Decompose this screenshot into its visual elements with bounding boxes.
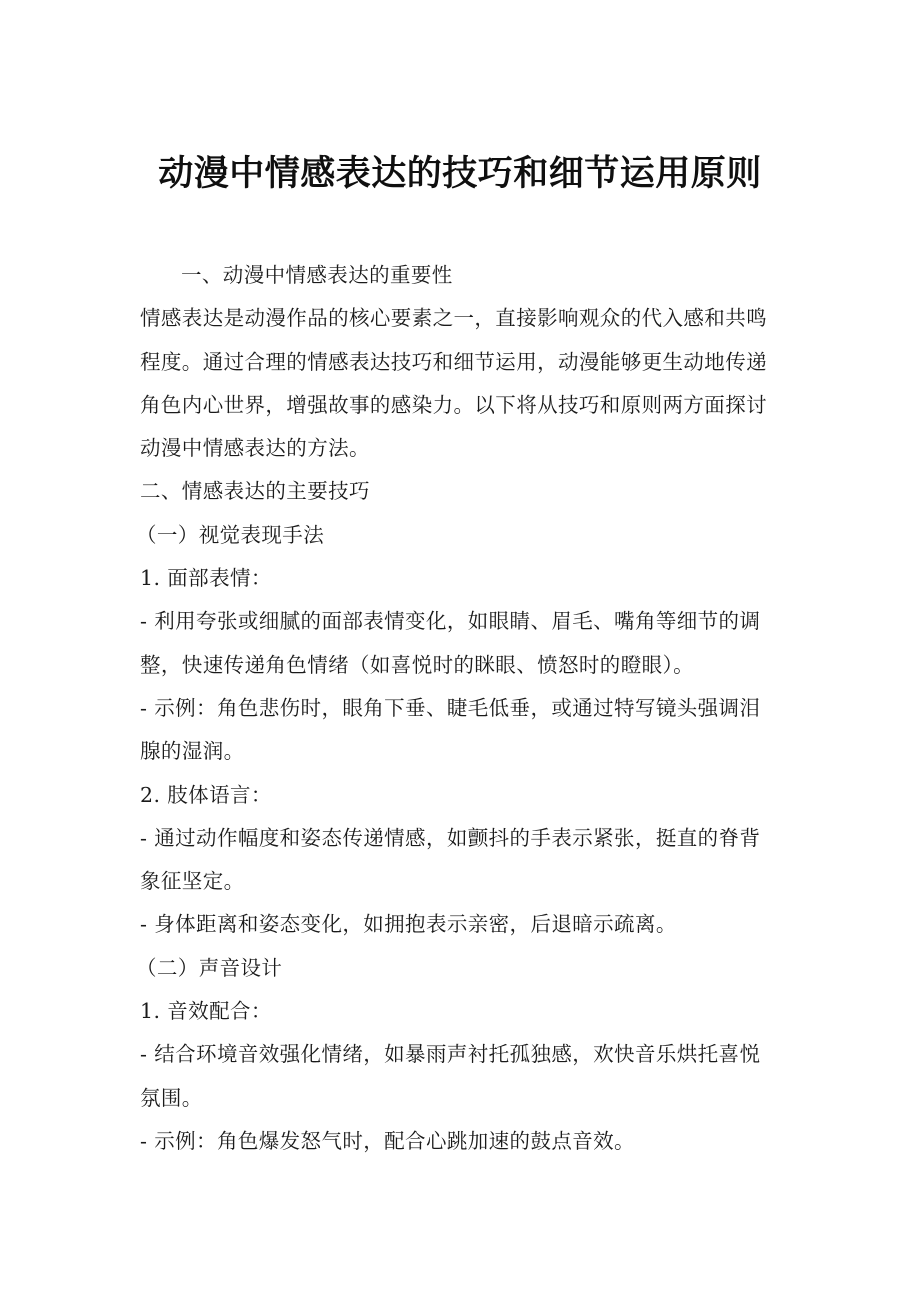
section-heading-techniques: 二、情感表达的主要技巧 (140, 479, 370, 504)
list-item-sound-effects: 1. 音效配合： (140, 999, 272, 1024)
bullet-sound-example: - 示例：角色爆发怒气时，配合心跳加速的鼓点音效。 (140, 1128, 635, 1153)
document-body (136, 254, 772, 1163)
bullet-facial-example: - 示例：角色悲伤时，眼角下垂、睫毛低垂，或通过特写镜头强调泪腺的湿润。 (140, 695, 761, 764)
bullet-facial-detail: - 利用夸张或细腻的面部表情变化，如眼睛、眉毛、嘴角等细节的调整，快速传递角色情绪（如喜悦时的眯眼、愤怒时的瞪眼）。 (140, 609, 761, 677)
subsection-heading-sound: （二）声音设计 (136, 955, 283, 980)
subsection-heading-visual: （一）视觉表现手法 (136, 522, 325, 547)
list-item-body-language: 2. 肢体语言： (140, 782, 272, 807)
bullet-body-distance: - 身体距离和姿态变化，如拥抱表示亲密，后退暗示疏离。 (140, 912, 677, 937)
bullet-sound-environment: - 结合环境音效强化情绪，如暴雨声衬托孤独感，欢快音乐烘托喜悦氛围。 (140, 1042, 761, 1110)
section-heading-importance: 一、动漫中情感表达的重要性 (181, 263, 453, 287)
intro-paragraph: 情感表达是动漫作品的核心要素之一，直接影响观众的代入感和共鸣程度。通过合理的情感表达技巧和细节运用，动漫能够更生动地传递角色内心世界，增强故事的感染力。以下将从技巧和原则两方面探讨动漫中情感表达的方法。 (140, 306, 767, 461)
document-title: 动漫中情感表达的技巧和细节运用原则 (158, 154, 762, 194)
list-item-facial-expression: 1. 面部表情： (140, 566, 272, 591)
bullet-body-motion: - 通过动作幅度和姿态传递情感，如颤抖的手表示紧张，挺直的脊背象征坚定。 (140, 825, 761, 894)
